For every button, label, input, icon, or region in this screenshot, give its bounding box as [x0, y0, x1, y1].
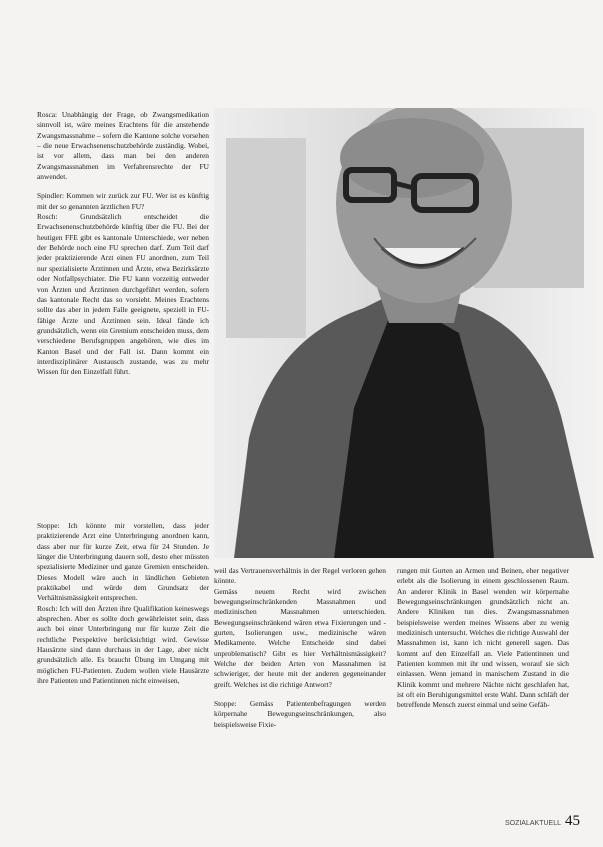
- paragraph-text: Kommen wir zurück zur FU. Wer ist es künftig mit der so genannten ärztlichen FU?: [37, 191, 209, 211]
- paragraph-text: weil das Vertrauensverhältnis in der Regel verloren gehen könnte.: [214, 566, 386, 586]
- column-middle: [214, 566, 386, 730]
- column-left-top: [37, 110, 209, 378]
- paragraph: [37, 212, 209, 378]
- page-footer: [505, 813, 580, 830]
- speaker-name: Stoppe:: [214, 699, 237, 709]
- speaker-name: Stoppe:: [37, 521, 60, 530]
- paragraph: [37, 521, 209, 604]
- page-number: 45: [565, 813, 580, 829]
- speaker-name: Rosca:: [37, 110, 58, 119]
- magazine-label: SOZIALAKTUELL: [504, 820, 561, 827]
- speaker-name: Spindler:: [37, 191, 65, 201]
- paragraph-text: Rosch: Grundsätzlich entscheidet die Erwachsenenschutzbehörde künftig über die FU. Bei der heutigen FFE gibt es kantonale Unterschiede, wer neben der Behörde noch eine FU sprechen darf. Zum Teil darf jeder praktizierende Arzt einen FU anordnen, zum Teil nur spezialisierte Ärztinnen und Ärzte, etwa Bezirksärzte oder Notfallpsychiater. Die FU kann vorzeitig entweder von Ärzten und Ärztinnen durchgeführt werden, sofern das kantonale Recht das so vorsieht. Meines Erachtens sollte das aber in jedem Falle geeignete, speziell in FU-fähige Ärzte und Ärztinnen sein. Ideal fände ich grundsätzlich, wenn ein Gremium entscheiden muss, dem verschiedene Berufsgruppen angehören, wie dies im Kanton Basel und der Fall ist. Dann kommt ein interdisziplinärer Austausch zustande, was zu mehr Wissen für den Einzelfall führt.: [37, 212, 209, 377]
- paragraph: [397, 566, 569, 711]
- paragraph-text: Ich könnte mir vorstellen, dass jeder praktizierende Arzt eine Unterbringung anordnen kann, dass aber nur für kurze Zeit, etwa für 24 Stunden. Je länger die Unterbringung dauern soll, desto eher müssten spezialisierte Mediziner und ganze Gremien entscheiden. Dieses Modell wäre auch in ländlichen Gebieten praktikabel und würde dem Grundsatz der Verhältnismässigkeit entsprechen.: [37, 521, 209, 603]
- paragraph-text: Rosch: Ich will den Ärzten ihre Qualifikation keineswegs absprechen. Aber es sollte doch gewährleistet sein, dass auch bei einer Unterbringung nur für kurze Zeit die rechtliche Perspektive berücksichtigt wird. Gewisse Hausärzte sind dann durchaus in der Lage, aber nicht grundsätzlich alle. Es braucht Übung im Umgang mit möglichen FU-Patienten. Zudem wollen viele Hausärzte ihre Patienten und Patientinnen nicht einweisen,: [37, 603, 209, 686]
- paragraph: [214, 587, 386, 690]
- paragraph: [37, 604, 209, 687]
- paragraph-text: Gemäss Patientenbefragungen werden körpernahe Bewegungseinschränkungen, also beispielsweise Fixie-: [214, 699, 386, 729]
- paragraph-text: Gemäss neuem Recht wird zwischen bewegungseinschränkenden Massnahmen und medizinischen Massnahmen unterschieden. Bewegungseinschränkend wären etwa Fixierungen und -gurten, Isolierungen usw., medizinische wären Medikamente. Welche Entscheide sind dabei unproblematisch? Gibt es hier Verhältnismässigkeit? Welche der beiden Arten von Massnahmen ist schwieriger, der heute mit der anderen gegeneinander greift. Welches ist die richtige Antwort?: [214, 586, 386, 689]
- portrait-photo: [214, 108, 596, 558]
- paragraph: [214, 566, 386, 587]
- paragraph-text: Unabhängig der Frage, ob Zwangsmedikation sinnvoll ist, wäre meines Erachtens für die anstehende Zwangsmassnahme – sofern die Kantone solche vorsehen – die neue Erwachsenenschutzbehörde zuständig. Wobei, ist vor allem, dass man bei den anderen Zwangsmassnahmen im Verfahrensrechte der FU anwendet.: [37, 110, 209, 182]
- man-portrait-image: [214, 108, 596, 558]
- column-right: [397, 566, 569, 711]
- column-left-bottom: [37, 521, 209, 687]
- paragraph: [37, 110, 209, 182]
- paragraph-text: rungen mit Gurten an Armen und Beinen, eher negativer erlebt als die Isolierung in einem geschlossenen Raum. An anderer Klinik in Basel wenden wir körpernahe Bewegungseinschränkungen grundsätzlich nicht an. Andere Kliniken tun dies. Zwangsmassnahmen beispielsweise werden meines Wissens aber zu wenig medizinisch untersucht. Welches die richtige Auswahl der Massnahmen ist, kann ich nicht generell sagen. Das kommt auf den Einzelfall an. Viele Patientinnen und Patienten kommen mit ihr und wissen, worauf sie sich einlassen. Wenn jemand in manischem Zustand in die Klinik kommt und mehrere Nächte nicht geschlafen hat, ist oft ein Beruhigungsmittel erste Wahl. Dann schläft der betreffende Mensch zuerst einmal und seine Gefäh-: [397, 566, 569, 710]
- paragraph: [37, 191, 209, 212]
- paragraph: [214, 699, 386, 730]
